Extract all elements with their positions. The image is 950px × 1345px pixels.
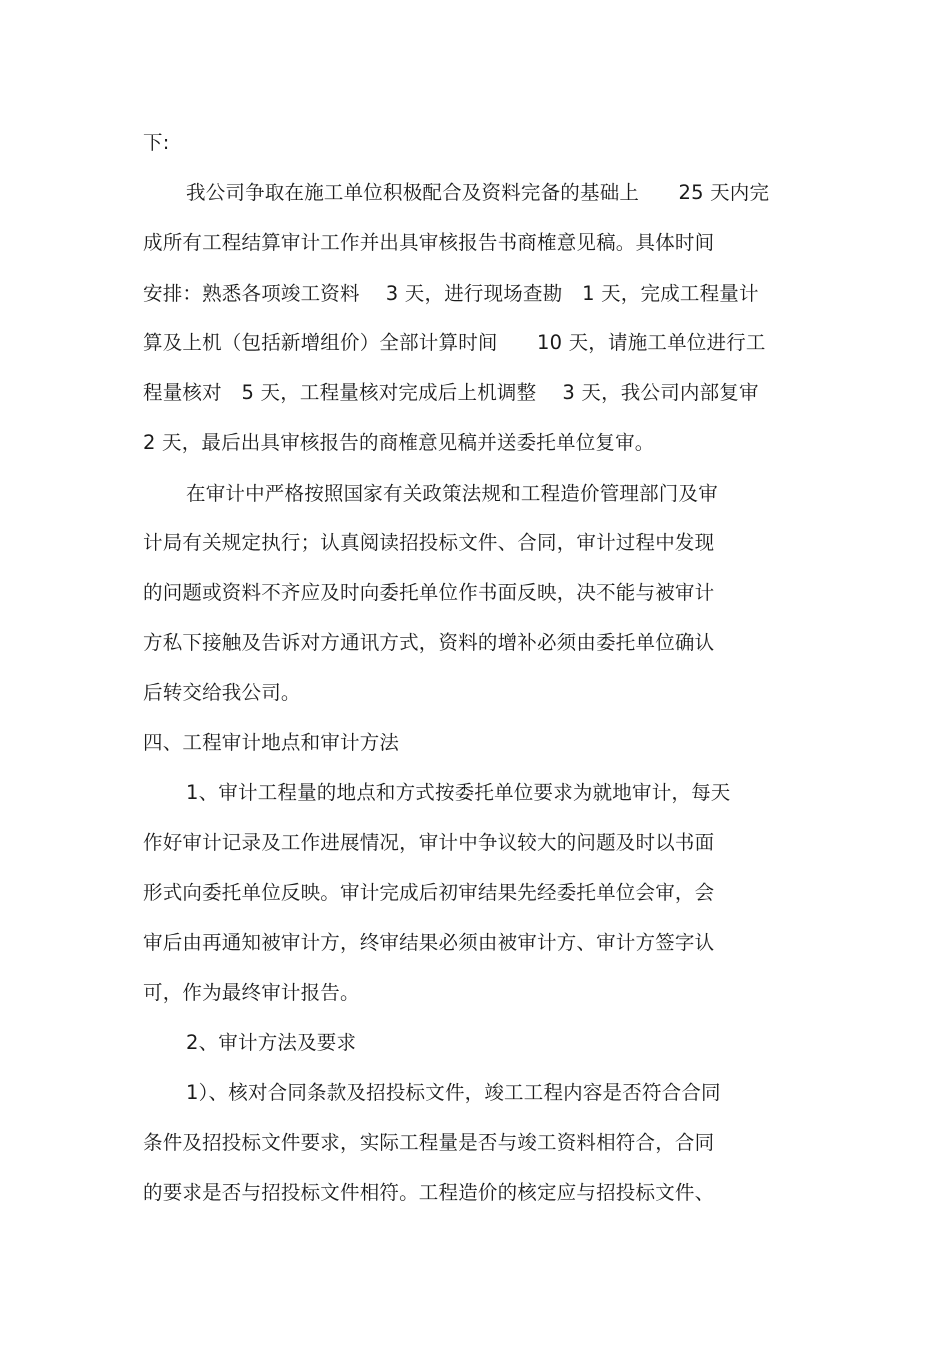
text-line: 后转交给我公司。: [143, 681, 301, 704]
text-line: 成所有工程结算审计工作并出具审核报告书商榷意见稿。具体时间: [143, 231, 715, 254]
paragraph-start-line: 1）、核对合同条款及招投标文件，竣工工程内容是否符合合同: [186, 1081, 721, 1104]
text-line: 形式向委托单位反映。审计完成后初审结果先经委托单位会审，会: [143, 881, 715, 904]
text-line: 程量核对 5 天，工程量核对完成后上机调整 3 天，我公司内部复审: [143, 381, 759, 404]
subsection-heading: 2、审计方法及要求: [186, 1031, 357, 1054]
text-line: 条件及招投标文件要求，实际工程量是否与竣工资料相符合，合同: [143, 1131, 715, 1154]
text-line: 的要求是否与招投标文件相符。工程造价的核定应与招投标文件、: [143, 1181, 715, 1204]
text-line: 安排：熟悉各项竣工资料 3 天，进行现场查勘 1 天，完成工程量计: [143, 282, 759, 305]
text-line: 可，作为最终审计报告。: [143, 981, 360, 1004]
text-line: 作好审计记录及工作进展情况，审计中争议较大的问题及时以书面: [143, 831, 715, 854]
text-line: 方私下接触及告诉对方通讯方式，资料的增补必须由委托单位确认: [143, 631, 715, 654]
text-line: 下:: [143, 131, 170, 154]
text-line: 的问题或资料不齐应及时向委托单位作书面反映，决不能与被审计: [143, 581, 715, 604]
text-line: 计局有关规定执行；认真阅读招投标文件、合同，审计过程中发现: [143, 531, 715, 554]
paragraph-start-line: 在审计中严格按照国家有关政策法规和工程造价管理部门及审: [186, 482, 718, 505]
paragraph-start-line: 1、审计工程量的地点和方式按委托单位要求为就地审计，每天: [186, 781, 731, 804]
section-heading: 四、工程审计地点和审计方法: [143, 731, 400, 754]
text-line: 审后由再通知被审计方，终审结果必须由被审计方、审计方签字认: [143, 931, 715, 954]
text-line: 2 天，最后出具审核报告的商榷意见稿并送委托单位复审。: [143, 431, 655, 454]
text-line: 算及上机（包括新增组价）全部计算时间 10 天，请施工单位进行工: [143, 331, 766, 354]
paragraph-start-line: 我公司争取在施工单位积极配合及资料完备的基础上 25 天内完: [186, 181, 770, 204]
